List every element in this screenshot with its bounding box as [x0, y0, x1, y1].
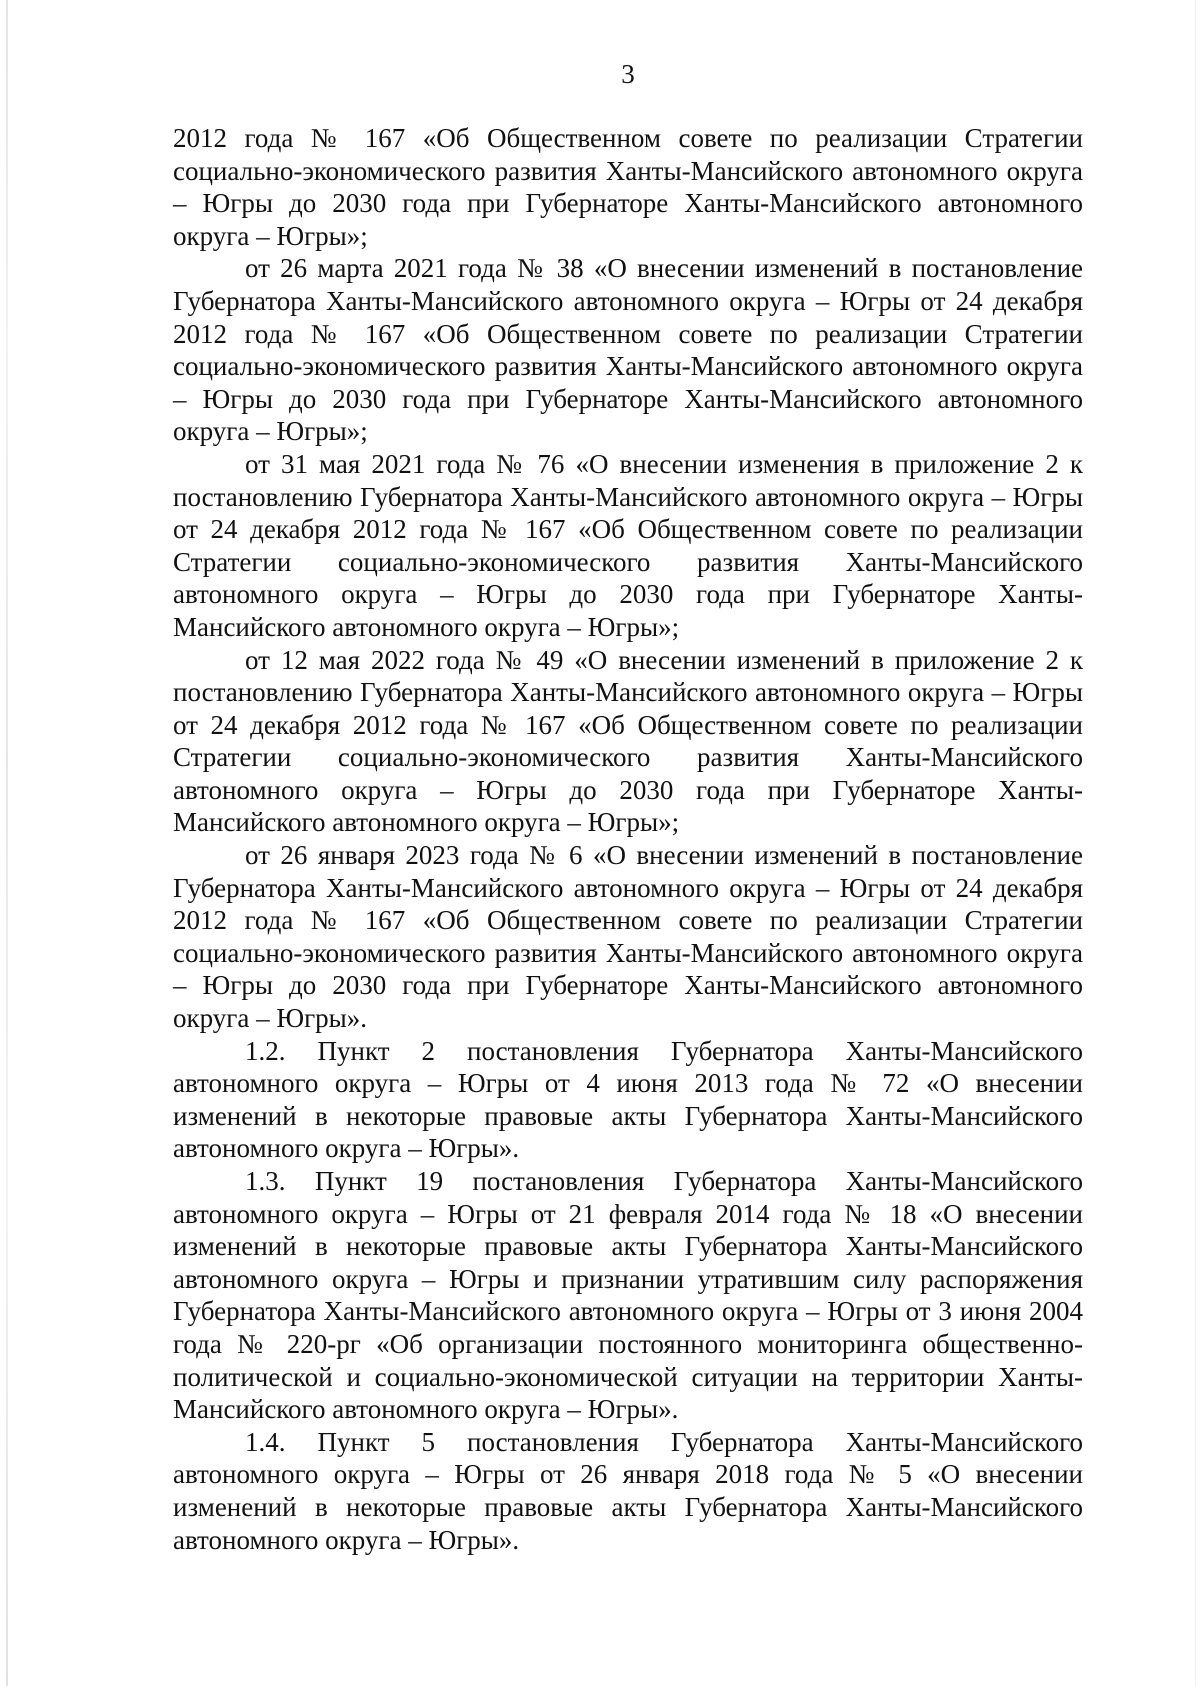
paragraph-decree-2021-03-26: от 26 марта 2021 года № 38 «О внесении изменений в постановление Губернатора Ханты-Мансийского автономного округа – Югры от 24 декабря 2012 года № 167 «Об Общественном совете по реализации Стратегии социально-экономического развития Ханты-Мансийского автономного округа – Югры до 2030 года при Губернаторе Ханты-Мансийского автономного округа – Югры»; [173, 253, 1083, 447]
document-page [173, 58, 1083, 1556]
paragraph-item-1-2: 1.2. Пункт 2 постановления Губернатора Ханты-Мансийского автономного округа – Югры от 4 июня 2013 года № 72 «О внесении изменений в некоторые правовые акты Губернатора Ханты-Мансийского автономного округа – Югры». [173, 1035, 1083, 1164]
scan-edge-right [1195, 0, 1196, 1686]
paragraph-decree-2021-05-31: от 31 мая 2021 года № 76 «О внесении изменения в приложение 2 к постановлению Губернатора Ханты-Мансийского автономного округа – Югры от 24 декабря 2012 года № 167 «Об Общественном совете по реализации Стратегии социально-экономического развития Ханты-Мансийского автономного округа – Югры до 2030 года при Губернаторе Ханты-Мансийского автономного округа – Югры»; [173, 448, 1083, 642]
page-number: 3 [621, 59, 635, 89]
scan-edge-left [6, 0, 8, 1686]
paragraph-item-1-4: 1.4. Пункт 5 постановления Губернатора Ханты-Мансийского автономного округа – Югры от 26 января 2018 года № 5 «О внесении изменений в некоторые правовые акты Губернатора Ханты-Мансийского автономного округа – Югры». [173, 1426, 1083, 1555]
paragraph-continuation: 2012 года № 167 «Об Общественном совете по реализации Стратегии социально-экономического развития Ханты-Мансийского автономного округа – Югры до 2030 года при Губернаторе Ханты-Мансийского автономного округа – Югры»; [173, 123, 1083, 251]
paragraph-item-1-3: 1.3. Пункт 19 постановления Губернатора Ханты-Мансийского автономного округа – Югры от 21 февраля 2014 года № 18 «О внесении изменений в некоторые правовые акты Губернатора Ханты-Мансийского автономного округа – Югры и признании утратившим силу распоряжения Губернатора Ханты-Мансийского автономного округа – Югры от 3 июня 2004 года № 220-рг «Об организации постоянного мониторинга общественно-политической и социально-экономической ситуации на территории Ханты-Мансийского автономного округа – Югры». [173, 1166, 1083, 1425]
paragraph-decree-2022-05-12: от 12 мая 2022 года № 49 «О внесении изменений в приложение 2 к постановлению Губернатора Ханты-Мансийского автономного округа – Югры от 24 декабря 2012 года № 167 «Об Общественном совете по реализации Стратегии социально-экономического развития Ханты-Мансийского автономного округа – Югры до 2030 года при Губернаторе Ханты-Мансийского автономного округа – Югры»; [173, 644, 1083, 838]
paragraph-decree-2023-01-26: от 26 января 2023 года № 6 «О внесении изменений в постановление Губернатора Ханты-Мансийского автономного округа – Югры от 24 декабря 2012 года № 167 «Об Общественном совете по реализации Стратегии социально-экономического развития Ханты-Мансийского автономного округа – Югры до 2030 года при Губернаторе Ханты-Мансийского автономного округа – Югры». [173, 840, 1083, 1034]
